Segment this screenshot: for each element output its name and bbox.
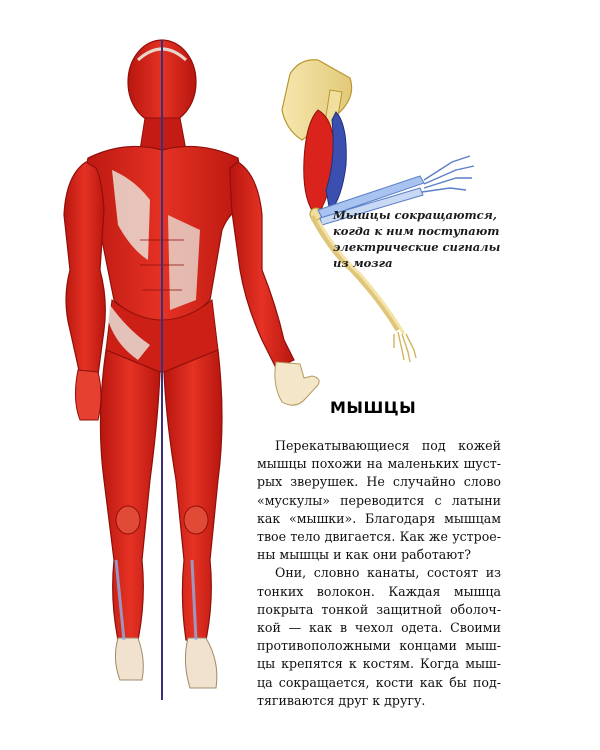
text-line: тягиваются друг к другу. [257, 692, 426, 708]
text-line: мышцы похожи на маленьких шуст- [257, 456, 501, 472]
text-line: противоположными концами мыш- [257, 638, 501, 654]
text-line: ца сокращается, кости как бы под- [257, 674, 501, 690]
section-heading: МЫШЦЫ [330, 398, 417, 417]
arm-caption [333, 207, 523, 271]
caption-line: из мозга [333, 256, 393, 270]
text-line: Перекатывающиеся под кожей [275, 438, 501, 453]
caption-line: Мышцы сокращаются, [333, 208, 497, 222]
text-line: покрыта тонкой защитной оболоч- [257, 601, 501, 617]
caption-line: когда к ним поступают [333, 224, 500, 238]
text-line: как «мышки». Благодаря мышцам [257, 510, 501, 526]
text-line: твое тело двигается. Как же устрое- [257, 529, 501, 545]
text-line: рых зверушек. Не случайно слово [257, 474, 501, 490]
text-line: «мускулы» переводится с латыни [257, 492, 501, 508]
text-line: ны мышцы и как они работают? [257, 547, 471, 563]
text-line: кой — как в чехол одета. Своими [257, 620, 501, 636]
caption-line: электрические сигналы [333, 240, 501, 254]
text-line: Они, словно канаты, состоят из [275, 565, 501, 581]
article-body [257, 437, 501, 710]
text-line: тонких волокон. Каждая мышца [257, 583, 501, 599]
text-line: цы крепятся к костям. Когда мыш- [257, 656, 501, 672]
